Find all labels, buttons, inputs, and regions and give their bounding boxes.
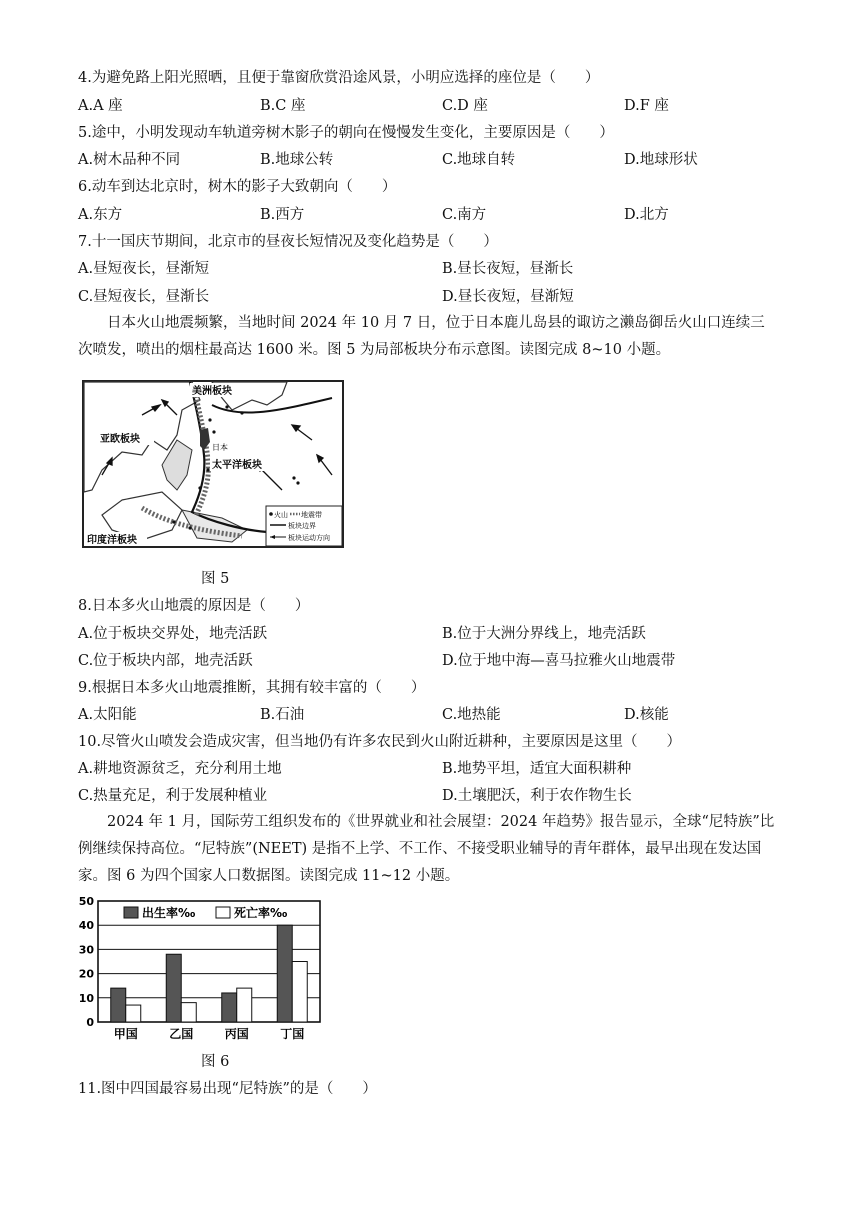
q9-option-b: B.石油 (260, 707, 305, 723)
label-indian-plate: 印度洋板块 (87, 535, 137, 546)
q10-option-a: A.耕地资源贫乏，充分利用土地 (78, 761, 282, 777)
q8-option-c: C.位于板块内部，地壳活跃 (78, 653, 253, 669)
bar-death-2 (181, 1003, 196, 1022)
x-tick-label: 甲国 (113, 1027, 138, 1041)
legend-swatch-2 (216, 907, 230, 918)
q5-option-a: A.树木品种不同 (78, 152, 181, 168)
legend-quake-belt: 地震带 (301, 511, 322, 519)
q10-option-d: D.土壤肥沃，利于农作物生长 (442, 788, 632, 804)
q4-option-d: D.F 座 (624, 98, 669, 114)
q5-option-b: B.地球公转 (260, 152, 334, 168)
q7-option-d: D.昼长夜短，昼渐短 (442, 289, 574, 305)
y-tick-label: 30 (78, 943, 94, 957)
x-tick-label: 乙国 (169, 1027, 194, 1041)
label-americas-plate: 美洲板块 (192, 386, 232, 397)
q6-option-d: D.北方 (624, 207, 669, 223)
x-tick-label: 丁国 (280, 1027, 305, 1041)
legend-label-1: 出生率‰ (142, 906, 196, 920)
intro-questions-11-12: 2024 年 1 月，国际劳工组织发布的《世界就业和社会展望：2024 年趋势》报告显示，全球“尼特族”比例继续保持高位。“尼特族”(NEET) 是指不上学、不工作、不接受职业辅导的青年群体，最早出现在发达国家。图 6 为四个国家人口数据图。读图完成 11~12 小题。 (78, 814, 775, 884)
q7-option-c: C.昼短夜长，昼渐长 (78, 289, 210, 305)
bar-birth-4 (277, 925, 292, 1022)
population-bar-chart (76, 897, 326, 1047)
q8-option-a: A.位于板块交界处，地壳活跃 (78, 626, 268, 642)
q6-option-b: B.西方 (260, 207, 305, 223)
q8-option-d: D.位于地中海—喜马拉雅火山地震带 (442, 653, 676, 669)
label-eurasian-plate: 亚欧板块 (100, 434, 140, 445)
q6-option-a: A.东方 (78, 207, 123, 223)
q9-option-d: D.核能 (624, 707, 669, 723)
legend-plate-direction: 板块运动方向 (288, 534, 330, 542)
figure-5-caption: 图 5 (201, 571, 230, 587)
bar-death-4 (292, 962, 307, 1023)
y-tick-label: 0 (86, 1016, 94, 1029)
bar-death-1 (126, 1005, 141, 1022)
q8-option-b: B.位于大洲分界线上，地壳活跃 (442, 626, 646, 642)
label-japan: 日本 (212, 443, 228, 452)
legend-label-2: 死亡率‰ (234, 906, 288, 920)
map-legend (266, 506, 342, 546)
y-tick-label: 10 (78, 991, 94, 1005)
q5-option-c: C.地球自转 (442, 152, 516, 168)
q11-stem: 11.图中四国最容易出现“尼特族”的是（ ） (78, 1081, 377, 1097)
x-tick-label: 丙国 (224, 1027, 249, 1041)
q10-option-b: B.地势平坦，适宜大面积耕种 (442, 761, 632, 777)
bar-birth-3 (222, 993, 237, 1022)
q6-stem: 6.动车到达北京时，树木的影子大致朝向（ ） (78, 179, 397, 195)
bar-birth-1 (111, 988, 126, 1022)
q7-stem: 7.十一国庆节期间，北京市的昼夜长短情况及变化趋势是（ ） (78, 234, 498, 250)
intro-questions-8-10: 日本火山地震频繁，当地时间 2024 年 10 月 7 日，位于日本鹿儿岛县的诹访之濑岛御岳火山口连续三次喷发，喷出的烟柱最高达 1600 米。图 5 为局部板块分布示意图。读图完成 8~10 小题。 (78, 315, 765, 358)
q10-option-c: C.热量充足，利于发展种植业 (78, 788, 268, 804)
q8-stem: 8.日本多火山地震的原因是（ ） (78, 598, 310, 614)
y-tick-label: 20 (78, 967, 94, 981)
figure-6-caption: 图 6 (201, 1054, 230, 1070)
q9-option-c: C.地热能 (442, 707, 501, 723)
q5-stem: 5.途中，小明发现动车轨道旁树木影子的朝向在慢慢发生变化，主要原因是（ ） (78, 125, 614, 141)
legend-plate-boundary: 板块边界 (288, 522, 316, 530)
q5-option-d: D.地球形状 (624, 152, 698, 168)
bar-birth-2 (166, 954, 181, 1022)
q4-stem: 4.为避免路上阳光照晒，且便于靠窗欣赏沿途风景，小明应选择的座位是（ ） (78, 70, 600, 86)
y-tick-label: 40 (78, 919, 94, 933)
q4-option-b: B.C 座 (260, 98, 306, 114)
q9-option-a: A.太阳能 (78, 707, 137, 723)
q10-stem: 10.尽管火山喷发会造成灾害，但当地仍有许多农民到火山附近耕种，主要原因是这里（ ） (78, 734, 682, 750)
q6-option-c: C.南方 (442, 207, 487, 223)
label-pacific-plate: 太平洋板块 (212, 460, 262, 471)
legend-swatch-1 (124, 907, 138, 918)
legend-volcano: 火山 (274, 511, 288, 519)
q4-option-a: A.A 座 (78, 98, 123, 114)
q4-option-c: C.D 座 (442, 98, 488, 114)
bar-death-3 (237, 988, 252, 1022)
plate-map-figure (82, 380, 344, 548)
q7-option-b: B.昼长夜短，昼渐长 (442, 261, 574, 277)
y-tick-label: 50 (78, 897, 94, 908)
q7-option-a: A.昼短夜长，昼渐短 (78, 261, 210, 277)
q9-stem: 9.根据日本多火山地震推断，其拥有较丰富的（ ） (78, 680, 426, 696)
